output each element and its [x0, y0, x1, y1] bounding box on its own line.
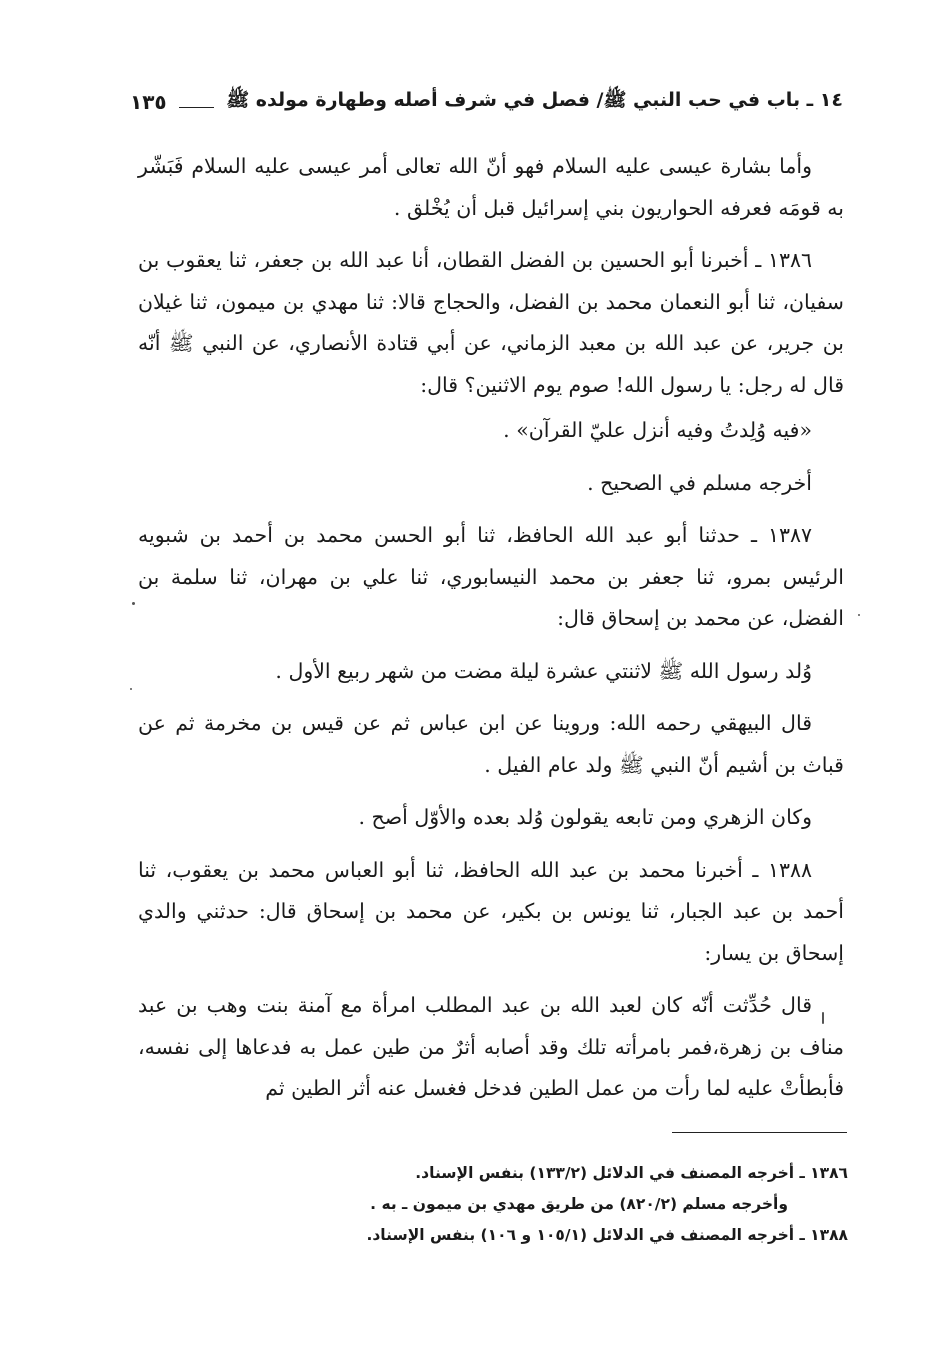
- footnote-1386: ١٣٨٦ ـ أخرجه المصنف في الدلائل (١٣٣/٢) بنفس الإسناد.: [415, 1164, 848, 1182]
- hadith-quote: «فيه وُلِدتُ وفيه أنزل عليّ القرآن» .: [503, 418, 812, 442]
- bayhaqi-comment: قال البيهقي رحمه الله: وروينا عن ابن عباس ثم عن قيس بن مخرمة ثم عن قباث بن أشيم أنّ النبي ﷺ ولد عام الفيل .: [138, 711, 844, 777]
- scan-speck: [130, 688, 132, 690]
- hadith-1388: ١٣٨٨ ـ أخبرنا محمد بن عبد الله الحافظ، ثنا أبو العباس محمد بن يعقوب، ثنا أحمد بن عبد الجبار، ثنا يونس بن بكير، عن محمد بن إسحاق قال: حدثني والدي إسحاق بن يسار:: [138, 857, 844, 965]
- hadith-1387: ١٣٨٧ ـ حدثنا أبو عبد الله الحافظ، ثنا أبو الحسن محمد بن أحمد بن شبويه الرئيس بمرو، ثنا جعفر بن محمد النيسابوري، ثنا علي بن مهران، ثنا سلمة بن الفضل، عن محمد بن إسحاق قال:: [138, 523, 844, 630]
- main-text: [138, 146, 844, 1121]
- scan-speck: [858, 614, 860, 616]
- scan-speck: [822, 1012, 824, 1024]
- abdullah-narrative: قال حُدِّثت أنّه كان لعبد الله بن عبد المطلب امرأة مع آمنة بنت وهب بن عبد مناف بن زهرة،فمر بامرأته تلك وقد أصابه أثرٌ من طين عمل به فدعاها إلى نفسه، فأبطأتْ عليه لما رأت من عمل الطين فدخل فغسل عنه أثر الطين ثم: [138, 993, 844, 1100]
- chapter-title: ١٤ ـ باب في حب النبي ﷺ/ فصل في شرف أصله وطهارة مولده ﷺ: [226, 89, 843, 111]
- page-number: ١٣٥: [130, 90, 167, 114]
- takhrij-note: أخرجه مسلم في الصحيح .: [587, 470, 812, 495]
- footnotes: [138, 1158, 848, 1251]
- header-rule: [179, 107, 215, 108]
- footnote-rule: [672, 1132, 847, 1133]
- scan-speck: [132, 602, 135, 605]
- paragraph-isa-glad-tidings: وأما بشارة عيسى عليه السلام فهو أنّ الله تعالى أمر عيسى عليه السلام فَبَشّر به قومَه فعرفه الحواريون بني إسرائيل قبل أن يُخْلق .: [138, 154, 844, 220]
- hadith-1386: ١٣٨٦ ـ أخبرنا أبو الحسين بن الفضل القطان، أنا عبد الله بن جعفر، ثنا يعقوب بن سفيان، ثنا أبو النعمان محمد بن الفضل، والحجاج قالا: ثنا مهدي بن ميمون، ثنا غيلان بن جرير، عن عبد الله بن معبد الزماني، عن أبي قتادة الأنصاري، عن النبي ﷺ أنّه قال له رجل: يا رسول الله! صوم يوم الاثنين؟ قال:: [138, 248, 844, 397]
- zuhri-comment: وكان الزهري ومن تابعه يقولون وُلد بعده والأوّل أصح .: [358, 805, 812, 829]
- running-header: [130, 84, 843, 120]
- footnote-1386-muslim: وأخرجه مسلم (٨٢٠/٢) من طريق مهدي بن ميمون ـ به .: [370, 1195, 788, 1213]
- footnote-1388: ١٣٨٨ ـ أخرجه المصنف في الدلائل (١٠٥/١ و ١٠٦) بنفس الإسناد.: [366, 1226, 848, 1244]
- birth-date-report: وُلد رسول الله ﷺ لاثنتي عشرة ليلة مضت من شهر ربيع الأول .: [275, 658, 812, 683]
